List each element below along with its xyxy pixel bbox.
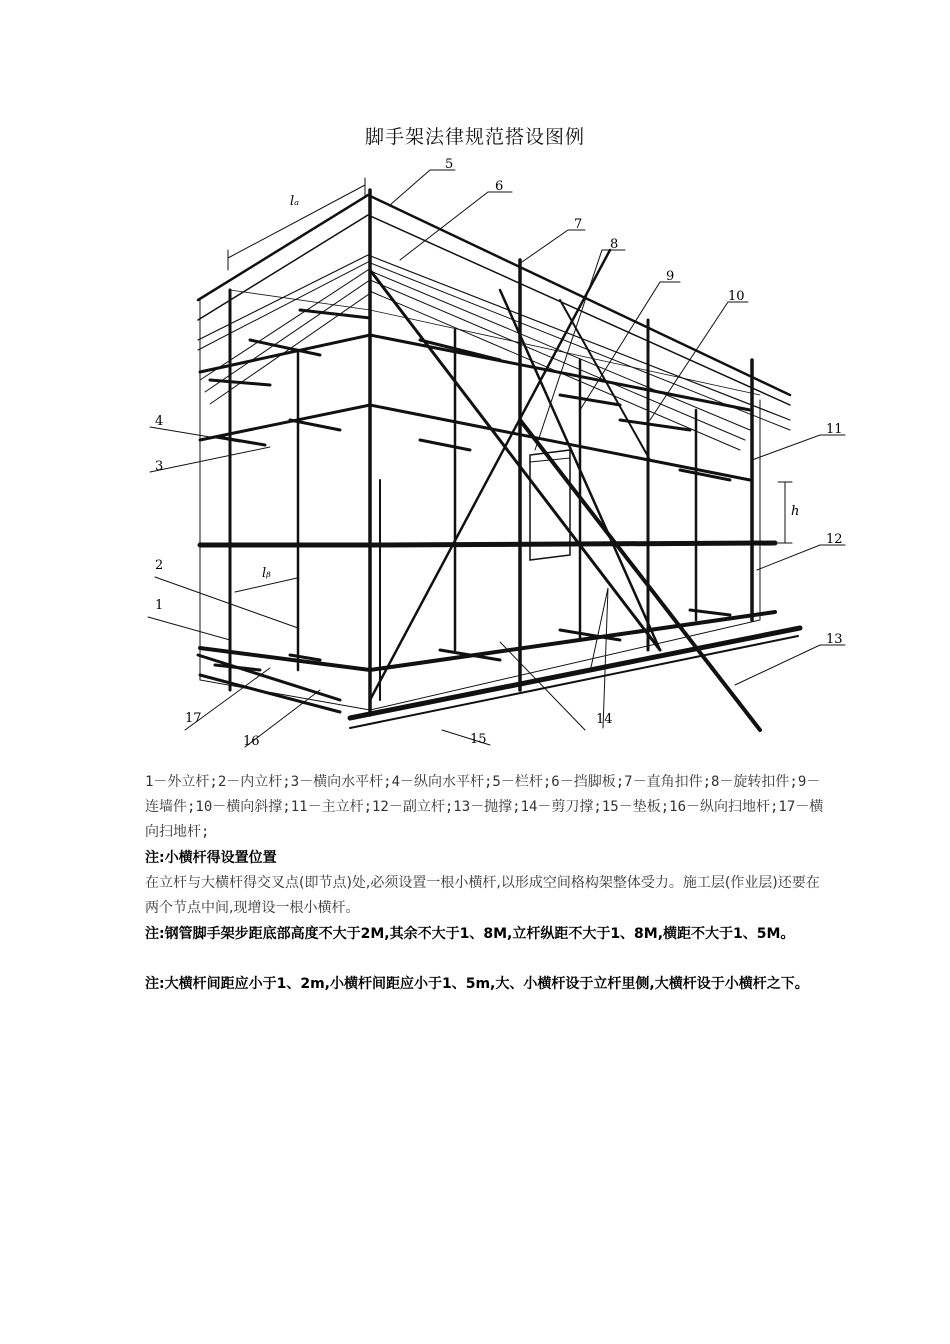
callout-2: 2 — [155, 558, 164, 573]
callout-1: 1 — [155, 598, 164, 613]
dim-la-label: lₐ — [290, 194, 300, 209]
callout-17: 17 — [185, 711, 202, 726]
callout-13: 13 — [826, 632, 843, 647]
callout-8: 8 — [610, 237, 619, 252]
callout-4: 4 — [155, 414, 164, 429]
note-3-heading: 注:大横杆间距应小于1、2m,小横杆间距应小于1、5m,大、小横杆设于立杆里侧,大横杆设于小横杆之下。 — [145, 976, 809, 992]
callout-9: 9 — [666, 269, 675, 284]
note-1-heading: 注:小横杆得设置位置 — [145, 850, 277, 866]
callout-10: 10 — [728, 289, 745, 304]
dim-lb-label: lᵦ — [262, 566, 271, 581]
scaffold-diagram — [140, 150, 860, 750]
dim-h-label: h — [791, 504, 800, 519]
page-title: 脚手架法律规范搭设图例 — [364, 126, 585, 148]
main-ledger — [200, 543, 775, 545]
legend-text: 1－外立杆;2－内立杆;3－横向水平杆;4－纵向水平杆;5－栏杆;6－挡脚板;7－直角扣件;8－旋转扣件;9－连墙件;10－横向斜撑;11－主立杆;12－副立杆;13－抛撑;14－剪刀撑;15－垫板;16－纵向扫地杆;17－横向扫地杆; — [145, 774, 824, 840]
note-3 — [145, 972, 825, 997]
scaffold-drawing — [140, 150, 860, 750]
note-2 — [145, 922, 825, 947]
building-wall — [200, 300, 760, 710]
raking-prop — [520, 420, 760, 730]
callout-7: 7 — [574, 217, 583, 232]
callout-12: 12 — [826, 532, 843, 547]
note-1-body: 在立杆与大横杆得交叉点(即节点)处,必须设置一根小横杆,以形成空间格构架整体受力。施工层(作业层)还要在两个节点中间,现增设一根小横杆。 — [145, 875, 820, 916]
note-2-heading: 注:钢管脚手架步距底部高度不大于2M,其余不大于1、8M,立杆纵距不大于1、8M,横距不大于1、5M。 — [145, 926, 795, 942]
callout-15: 15 — [470, 732, 487, 747]
callout-16: 16 — [243, 734, 260, 749]
callout-3: 3 — [155, 459, 164, 474]
callout-14: 14 — [596, 712, 613, 727]
callout-11: 11 — [826, 422, 843, 437]
callout-5: 5 — [445, 157, 454, 172]
note-1 — [145, 846, 825, 921]
callout-6: 6 — [495, 179, 504, 194]
